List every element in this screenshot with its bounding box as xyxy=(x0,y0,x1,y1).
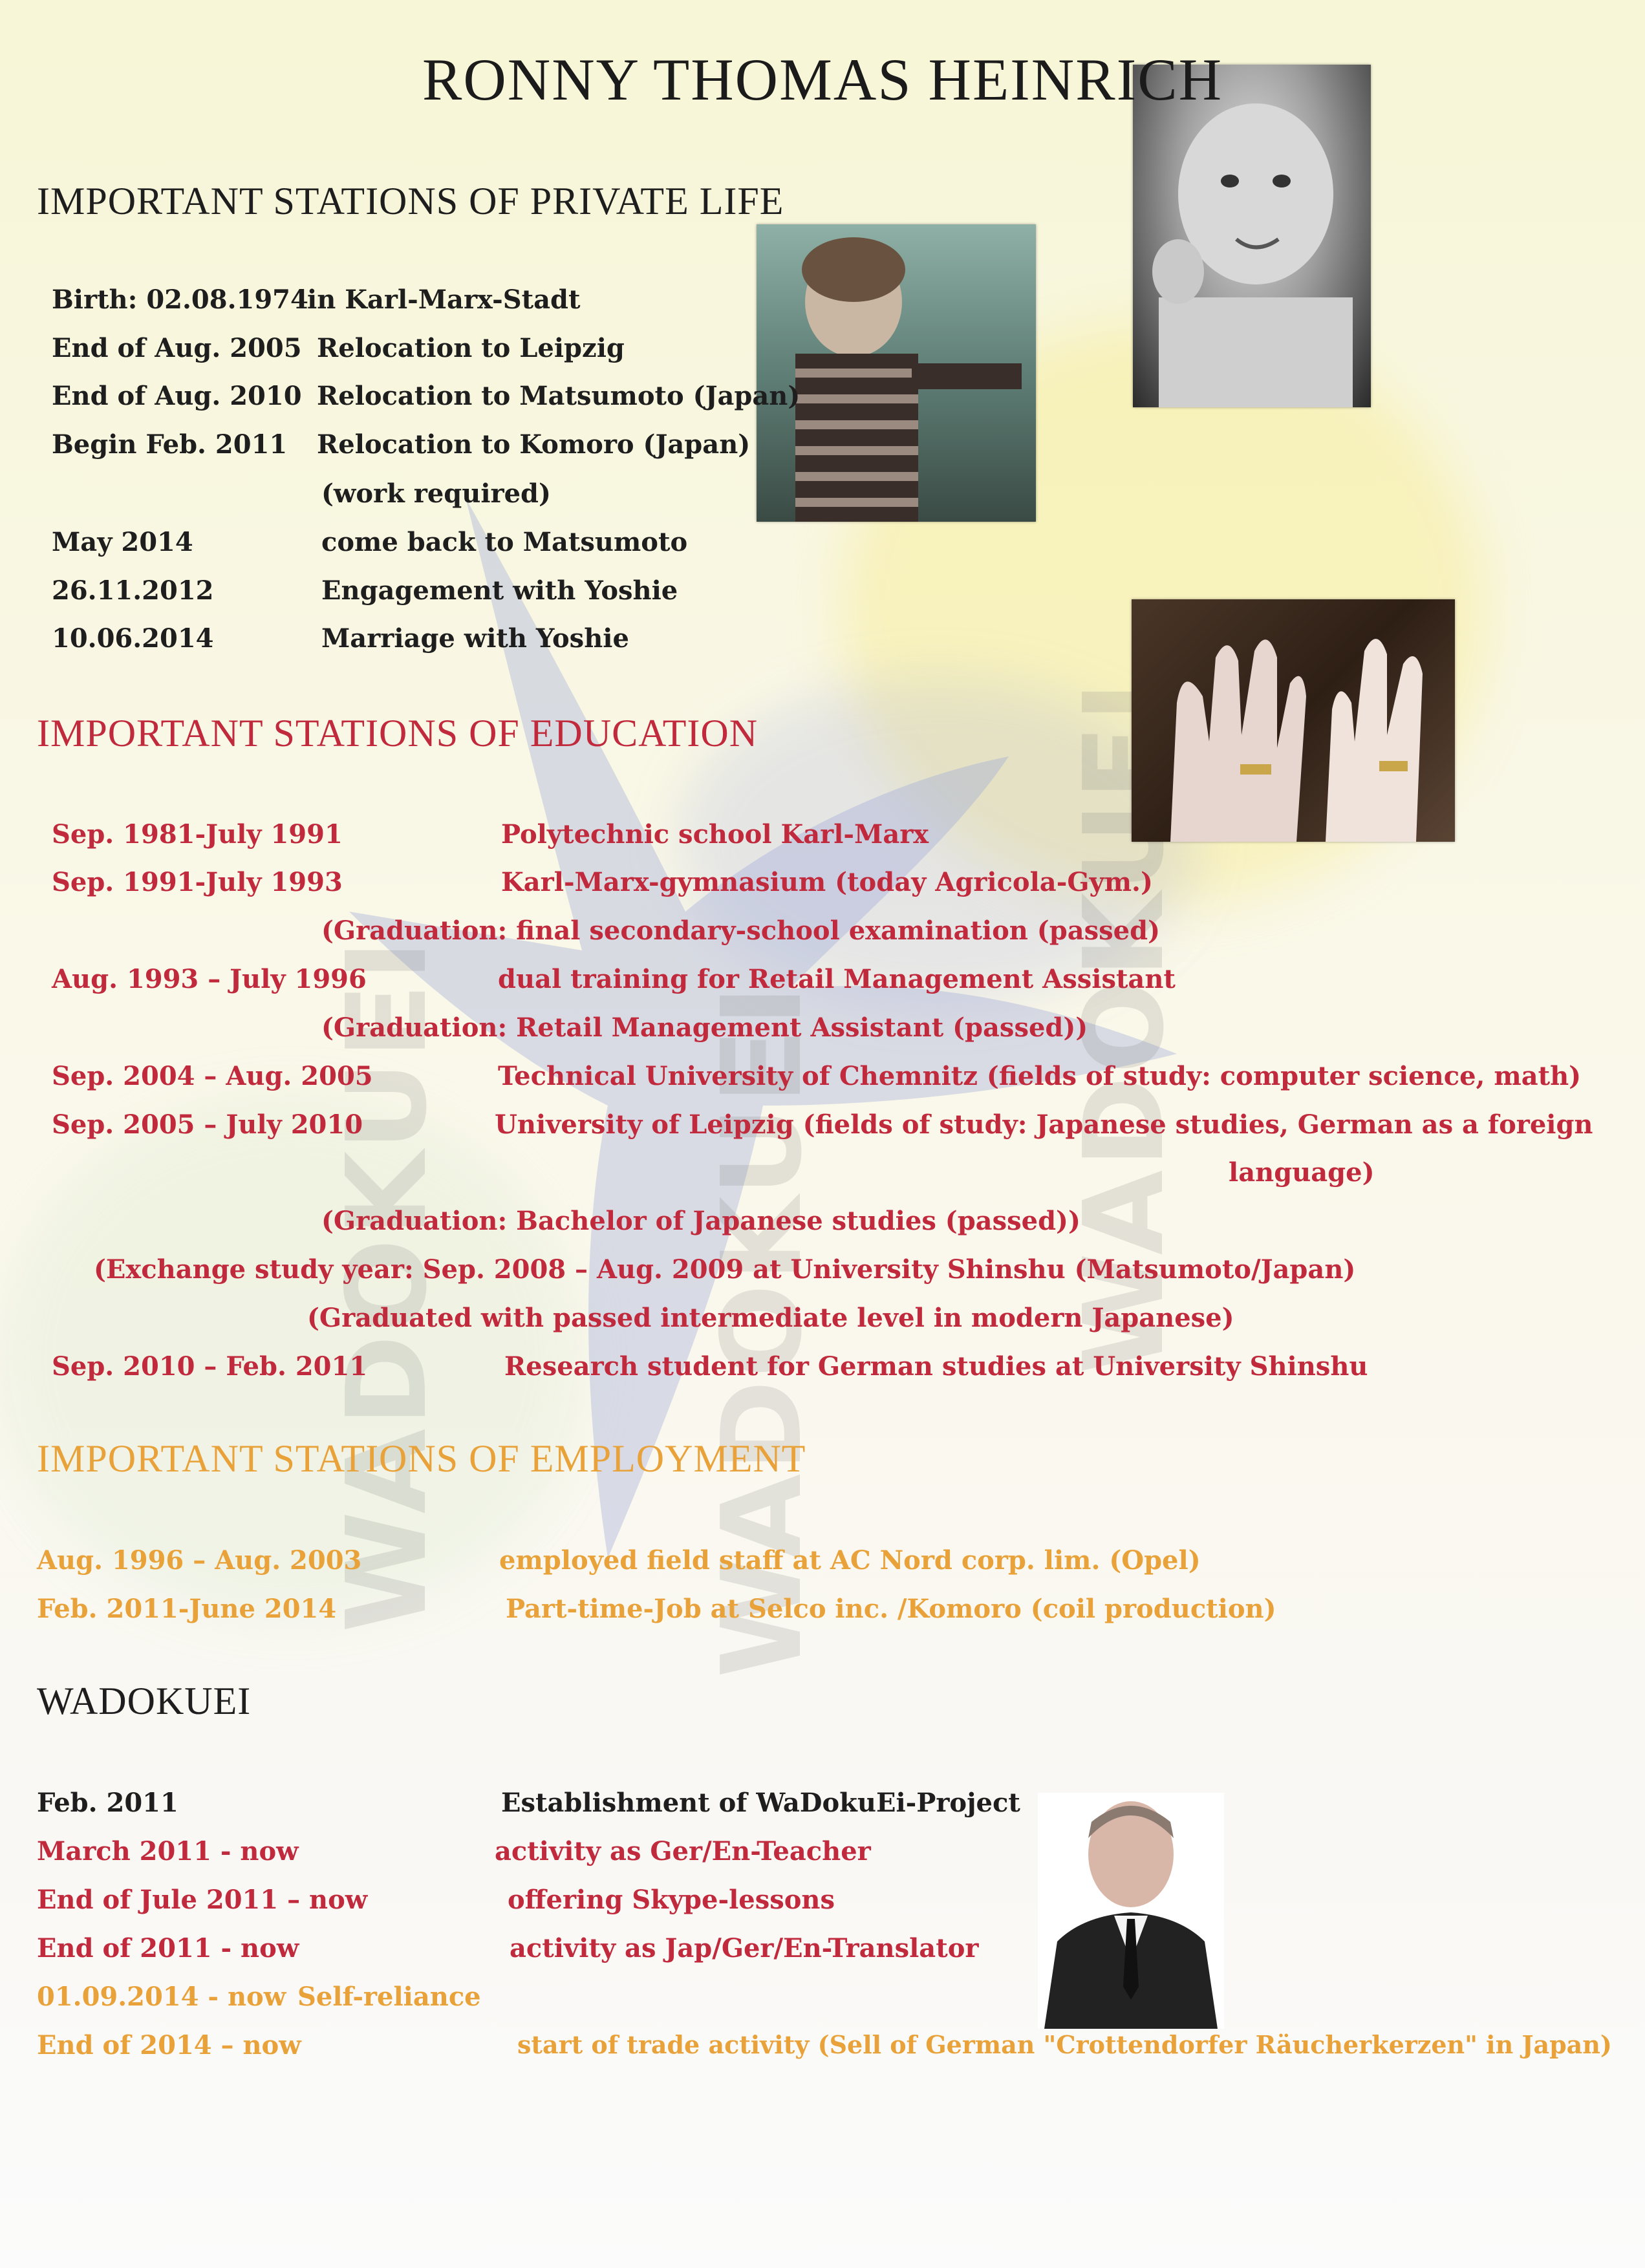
education-row-text: University of Leipzig (fields of study: Japanese studies, German as a foreign xyxy=(495,1109,1593,1140)
education-row-text: Technical University of Chemnitz (fields of study: computer science, math) xyxy=(498,1061,1582,1091)
private-row-text: Relocation to Leipzig xyxy=(317,333,625,363)
education-heading: IMPORTANT STATIONS OF EDUCATION xyxy=(37,712,758,754)
private-row-date: May 2014 xyxy=(52,527,193,557)
education-row-date: Sep. 2005 – July 2010 xyxy=(52,1109,363,1140)
private-row-text: (work required) xyxy=(321,478,551,509)
education-row-date: Sep. 1991-July 1993 xyxy=(52,867,343,897)
wadokuei-row-text: offering Skype-lessons xyxy=(508,1885,835,1915)
private-row-text: come back to Matsumoto xyxy=(321,527,688,557)
wadokuei-heading: WADOKUEI xyxy=(37,1680,252,1722)
employment-row-date: Feb. 2011-June 2014 xyxy=(37,1594,337,1624)
education-row-date: Sep. 2004 – Aug. 2005 xyxy=(52,1061,373,1091)
private-row-text: Relocation to Matsumoto (Japan) xyxy=(317,381,801,411)
private-row-date: Begin Feb. 2011 xyxy=(52,429,288,460)
education-row-date: Sep. 1981-July 1991 xyxy=(52,819,343,850)
employment-row-text: employed field staff at AC Nord corp. lim. (Opel) xyxy=(499,1545,1201,1576)
wadokuei-row-text: activity as Ger/En-Teacher xyxy=(495,1836,871,1867)
wadokuei-row-date: End of 2011 - now xyxy=(37,1933,299,1963)
employment-heading: IMPORTANT STATIONS OF EMPLOYMENT xyxy=(37,1437,806,1480)
private-row-date: End of Aug. 2010 xyxy=(52,381,302,411)
wadokuei-row-text: activity as Jap/Ger/En-Translator xyxy=(510,1933,979,1963)
education-row-text: (Exchange study year: Sep. 2008 – Aug. 2009 at University Shinshu (Matsumoto/Japan) xyxy=(94,1254,1356,1285)
toddler-photo xyxy=(757,224,1036,522)
wadokuei-row-text: Establishment of WaDokuEi-Project xyxy=(501,1788,1020,1818)
education-row-date: Sep. 2010 – Feb. 2011 xyxy=(52,1351,368,1382)
education-row-text: language) xyxy=(1229,1157,1375,1188)
private-row-text: Relocation to Komoro (Japan) xyxy=(317,429,751,460)
private-row-text: Marriage with Yoshie xyxy=(321,623,629,654)
wadokuei-row-date: End of Jule 2011 – now xyxy=(37,1885,368,1915)
private-row-date: 10.06.2014 xyxy=(52,623,214,654)
education-row-text: Polytechnic school Karl-Marx xyxy=(501,819,929,850)
wadokuei-row-date: March 2011 - now xyxy=(37,1836,299,1867)
wadokuei-row-date: Feb. 2011 xyxy=(37,1788,178,1818)
wadokuei-row-text: Self-reliance xyxy=(297,1982,481,2012)
education-row-text: dual training for Retail Management Assistant xyxy=(498,964,1176,994)
portrait-drawing xyxy=(1038,1793,1224,2029)
private-row-text: in Karl-Marx-Stadt xyxy=(307,284,581,315)
private-row-date: Birth: 02.08.1974 xyxy=(52,284,308,315)
portrait-photo xyxy=(1038,1793,1224,2029)
wadokuei-row-date: 01.09.2014 - now xyxy=(37,1982,286,2012)
hands-drawing xyxy=(1132,599,1455,842)
toddler-drawing xyxy=(757,224,1036,522)
education-row-text: (Graduation: Retail Management Assistant (passed)) xyxy=(321,1012,1088,1043)
baby-face-drawing xyxy=(1133,65,1371,407)
education-row-text: (Graduation: Bachelor of Japanese studies (passed)) xyxy=(321,1206,1081,1236)
education-row-text: (Graduated with passed intermediate level in modern Japanese) xyxy=(307,1303,1234,1333)
employment-row-date: Aug. 1996 – Aug. 2003 xyxy=(37,1545,362,1576)
education-row-date: Aug. 1993 – July 1996 xyxy=(52,964,367,994)
education-row-text: (Graduation: final secondary-school examination (passed) xyxy=(321,915,1160,946)
page-title: RONNY THOMAS HEINRICH xyxy=(422,47,1223,112)
education-row-text: Karl-Marx-gymnasium (today Agricola-Gym.) xyxy=(501,867,1153,897)
private-row-date: End of Aug. 2005 xyxy=(52,333,302,363)
private-life-heading: IMPORTANT STATIONS OF PRIVATE LIFE xyxy=(37,180,784,222)
employment-row-text: Part-time-Job at Selco inc. /Komoro (coil production) xyxy=(506,1594,1276,1624)
private-row-date: 26.11.2012 xyxy=(52,575,214,606)
wedding-rings-photo xyxy=(1132,599,1455,842)
wadokuei-row-text: start of trade activity (Sell of German "Crottendorfer Räucherkerzen" in Japan) xyxy=(517,2030,1612,2059)
baby-photo xyxy=(1133,65,1371,407)
wadokuei-row-date: End of 2014 – now xyxy=(37,2030,301,2060)
education-row-text: Research student for German studies at University Shinshu xyxy=(504,1351,1368,1382)
private-row-text: Engagement with Yoshie xyxy=(321,575,678,606)
